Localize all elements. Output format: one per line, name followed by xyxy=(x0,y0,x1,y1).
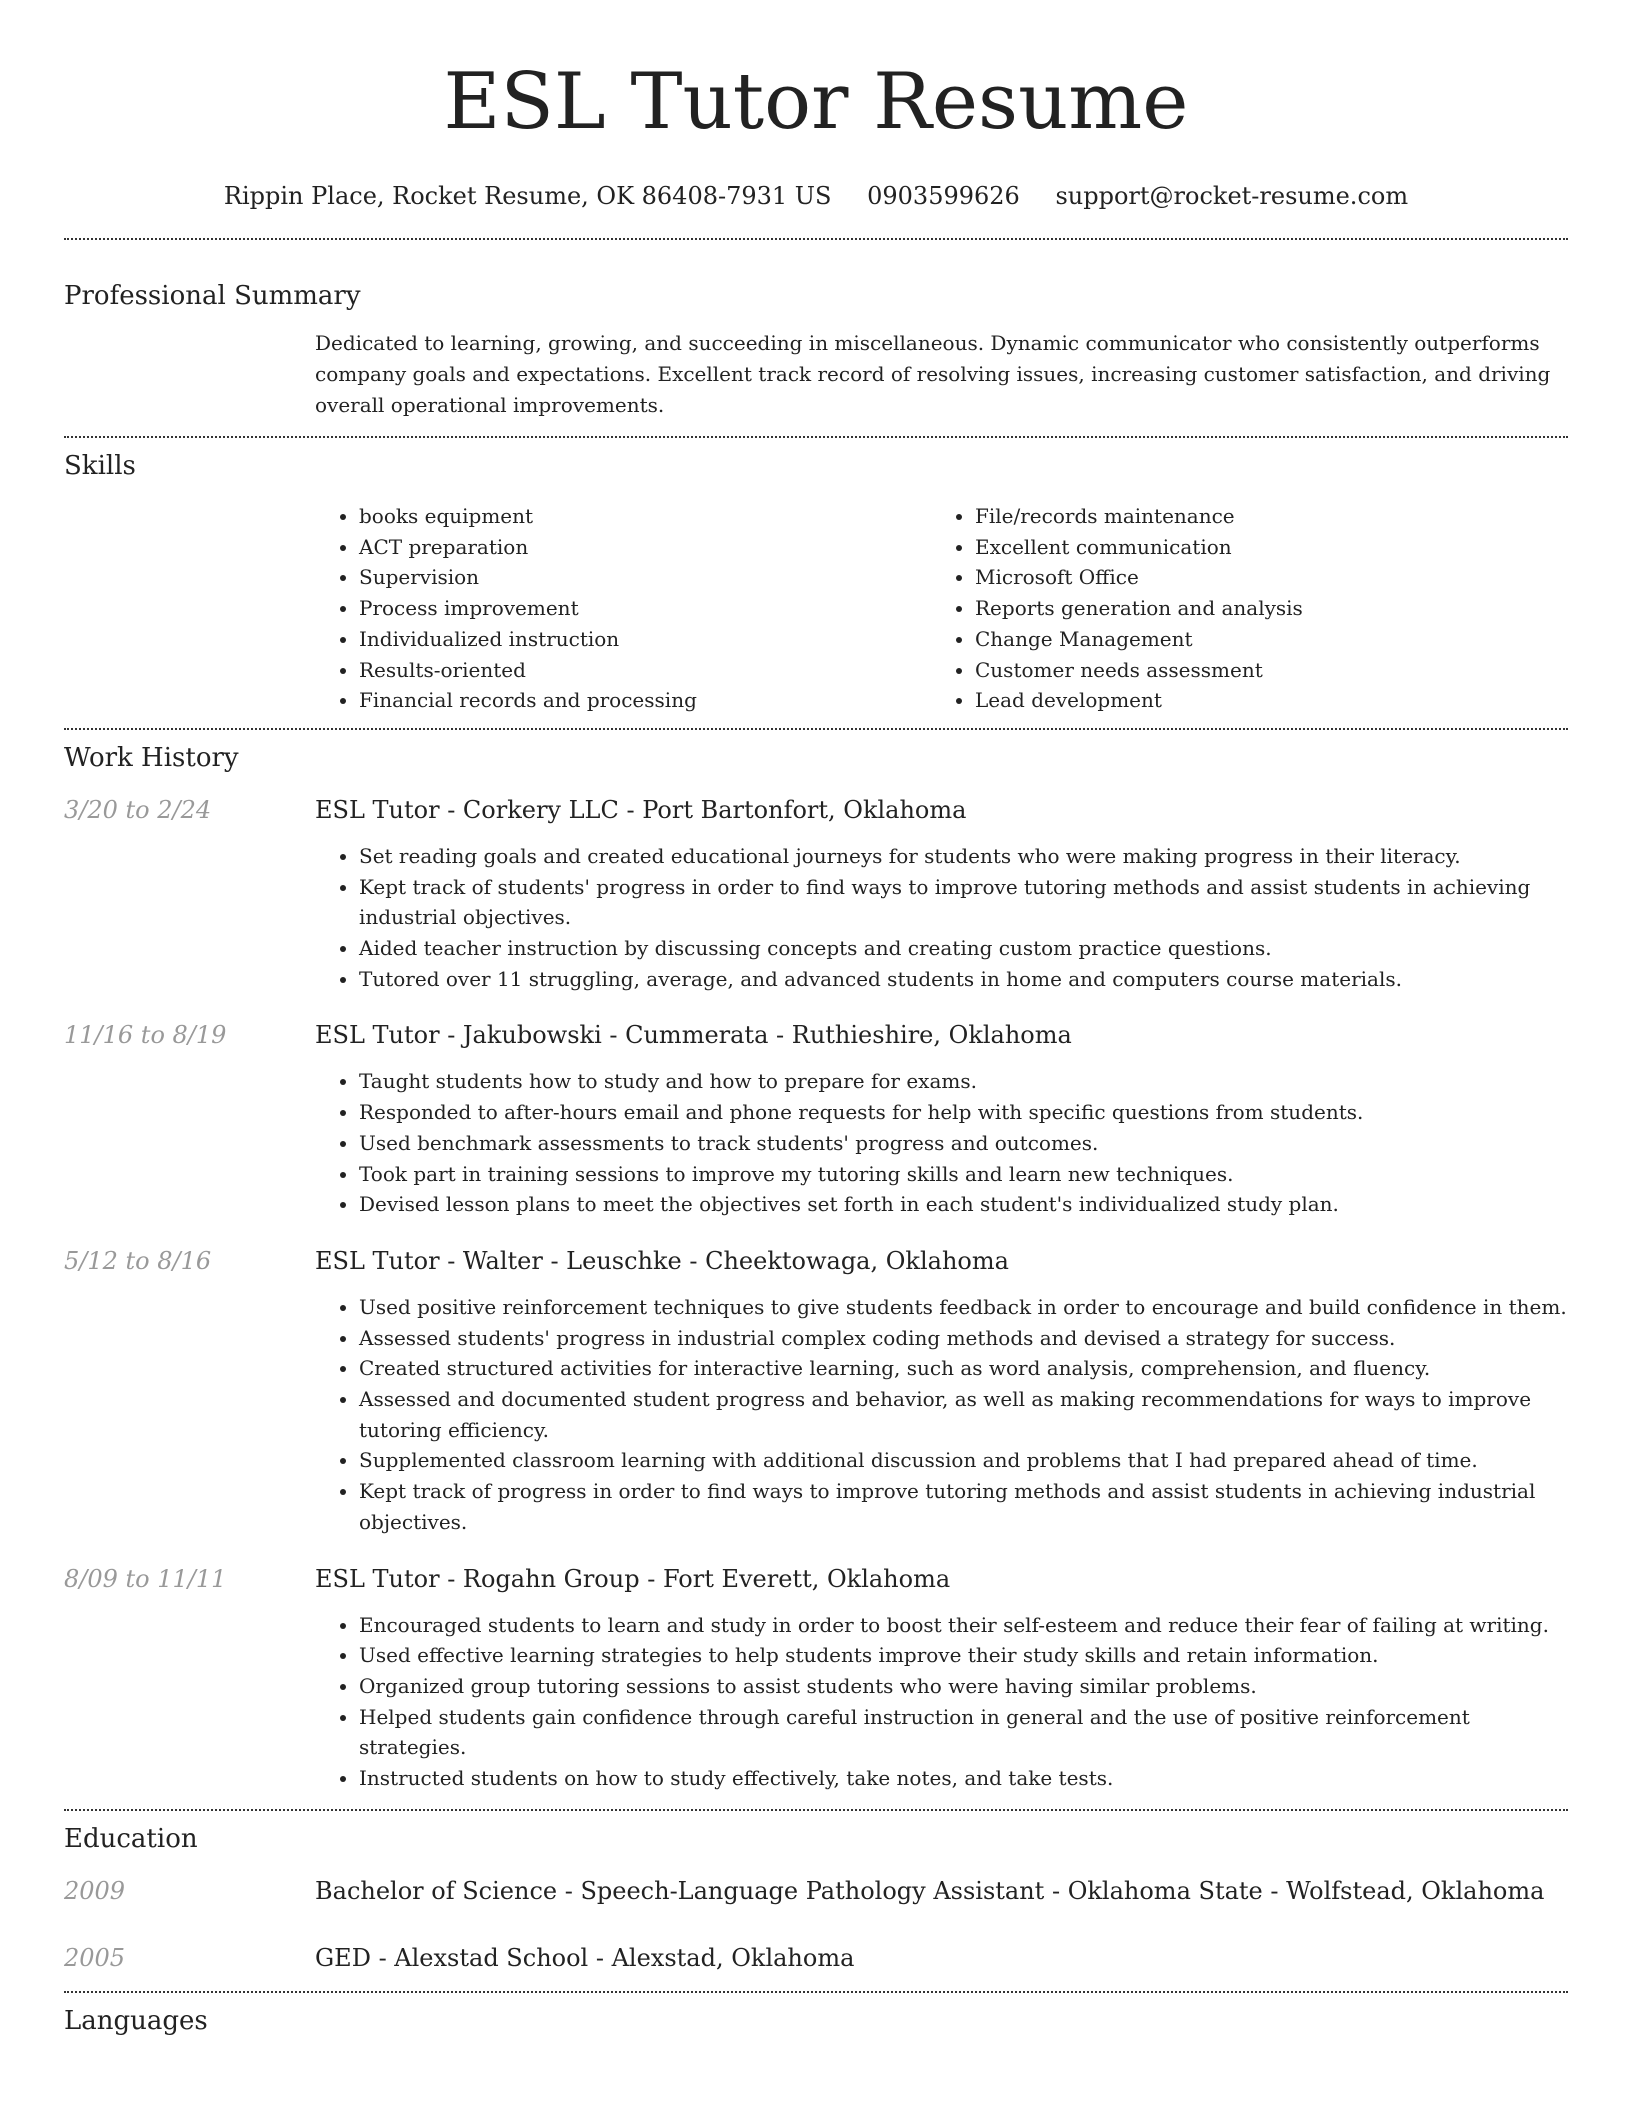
education-year: 2009 xyxy=(64,1876,126,1905)
job-dates: 8/09 to 11/11 xyxy=(64,1564,227,1593)
list-item: • Instructed students on how to study effectively, take notes, and take tests. xyxy=(359,1763,1568,1794)
list-item: • Encouraged students to learn and study in order to boost their self-esteem and reduce their fear of failing at writing. xyxy=(359,1610,1568,1641)
job-bullets xyxy=(64,1292,1568,1538)
job-entry xyxy=(64,794,1568,995)
skill-item: • Lead development xyxy=(975,685,1303,716)
list-item: • Created structured activities for interactive learning, such as word analysis, comprehension, and fluency. xyxy=(359,1353,1568,1384)
list-item: • Supplemented classroom learning with additional discussion and problems that I had prepared ahead of time. xyxy=(359,1445,1568,1476)
skill-item: • Reports generation and analysis xyxy=(975,593,1303,624)
contact-line xyxy=(64,180,1568,212)
job-bullets xyxy=(64,841,1568,995)
job-dates: 5/12 to 8/16 xyxy=(64,1246,212,1275)
job-title: ESL Tutor - Jakubowski - Cummerata - Ruthieshire, Oklahoma xyxy=(315,1021,1072,1050)
list-item: • Devised lesson plans to meet the objectives set forth in each student's individualized study plan. xyxy=(359,1189,1568,1220)
skill-item: • Customer needs assessment xyxy=(975,655,1303,686)
skills-column-right xyxy=(975,501,1303,716)
education-details: Bachelor of Science - Speech-Language Pathology Assistant - Oklahoma State - Wolfstead, Oklahoma xyxy=(315,1876,1545,1905)
languages-heading: Languages xyxy=(64,2005,208,2036)
skill-item: • Individualized instruction xyxy=(359,624,975,655)
skill-item: • Financial records and processing xyxy=(359,685,975,716)
job-bullets xyxy=(64,1066,1568,1220)
divider xyxy=(64,1809,1568,1811)
education-entry xyxy=(64,1942,1568,1974)
education-year: 2005 xyxy=(64,1943,126,1972)
list-item: • Organized group tutoring sessions to assist students who were having similar problems. xyxy=(359,1671,1568,1702)
summary-text: Dedicated to learning, growing, and succeeding in miscellaneous. Dynamic communicator who consistently outperforms company goals and expectations. Excellent track record of resolving issues, increasing customer satisfaction, and driving overall operational improvements. xyxy=(315,331,1551,417)
skill-item: • Microsoft Office xyxy=(975,562,1303,593)
skill-item: • ACT preparation xyxy=(359,532,975,563)
list-item: • Set reading goals and created educational journeys for students who were making progress in their literacy. xyxy=(359,841,1568,872)
divider xyxy=(64,238,1568,240)
skill-item: • Process improvement xyxy=(359,593,975,624)
education-heading: Education xyxy=(64,1823,198,1854)
summary-heading: Professional Summary xyxy=(64,281,361,311)
job-dates: 3/20 to 2/24 xyxy=(64,795,212,824)
job-bullets xyxy=(64,1610,1568,1794)
list-item: • Responded to after-hours email and phone requests for help with specific questions from students. xyxy=(359,1097,1568,1128)
address: Rippin Place, Rocket Resume, OK 86408-7931 US xyxy=(223,182,832,210)
job-entry xyxy=(64,1245,1568,1538)
job-entry xyxy=(64,1563,1568,1794)
list-item: • Tutored over 11 struggling, average, and advanced students in home and computers course materials. xyxy=(359,964,1568,995)
skills-list xyxy=(64,501,1568,716)
list-item: • Used benchmark assessments to track students' progress and outcomes. xyxy=(359,1128,1568,1159)
work-history-heading: Work History xyxy=(64,742,239,773)
list-item: • Assessed and documented student progress and behavior, as well as making recommendations for ways to improve tutoring efficiency. xyxy=(359,1384,1568,1445)
list-item: • Used positive reinforcement techniques to give students feedback in order to encourage and build confidence in them. xyxy=(359,1292,1568,1323)
education-entry xyxy=(64,1875,1568,1907)
skill-item: • Change Management xyxy=(975,624,1303,655)
divider xyxy=(64,436,1568,438)
education-details: GED - Alexstad School - Alexstad, Oklahoma xyxy=(315,1943,855,1972)
list-item: • Used effective learning strategies to help students improve their study skills and retain information. xyxy=(359,1640,1568,1671)
phone: 0903599626 xyxy=(867,182,1020,210)
skill-item: • Excellent communication xyxy=(975,532,1303,563)
job-entry xyxy=(64,1019,1568,1220)
list-item: • Taught students how to study and how to prepare for exams. xyxy=(359,1066,1568,1097)
job-dates: 11/16 to 8/19 xyxy=(64,1021,227,1050)
list-item: • Kept track of progress in order to find ways to improve tutoring methods and assist students in achieving industrial objectives. xyxy=(359,1476,1568,1537)
skill-item: • File/records maintenance xyxy=(975,501,1303,532)
list-item: • Assessed students' progress in industrial complex coding methods and devised a strategy for success. xyxy=(359,1323,1568,1354)
divider xyxy=(64,728,1568,730)
email: support@rocket-resume.com xyxy=(1055,182,1409,210)
resume-title: ESL Tutor Resume xyxy=(443,57,1189,147)
list-item: • Kept track of students' progress in order to find ways to improve tutoring methods and assist students in achieving industrial objectives. xyxy=(359,872,1568,933)
skill-item: • books equipment xyxy=(359,501,975,532)
list-item: • Aided teacher instruction by discussing concepts and creating custom practice questions. xyxy=(359,933,1568,964)
skills-heading: Skills xyxy=(64,451,136,481)
list-item: • Took part in training sessions to improve my tutoring skills and learn new techniques. xyxy=(359,1159,1568,1190)
job-title: ESL Tutor - Walter - Leuschke - Cheektowaga, Oklahoma xyxy=(315,1246,1009,1275)
skill-item: • Supervision xyxy=(359,562,975,593)
divider xyxy=(64,1991,1568,1993)
skills-column-left xyxy=(64,501,975,716)
job-title: ESL Tutor - Corkery LLC - Port Bartonfort, Oklahoma xyxy=(315,795,967,824)
skill-item: • Results-oriented xyxy=(359,655,975,686)
job-title: ESL Tutor - Rogahn Group - Fort Everett, Oklahoma xyxy=(315,1564,951,1593)
list-item: • Helped students gain confidence through careful instruction in general and the use of positive reinforcement strategies. xyxy=(359,1702,1568,1763)
